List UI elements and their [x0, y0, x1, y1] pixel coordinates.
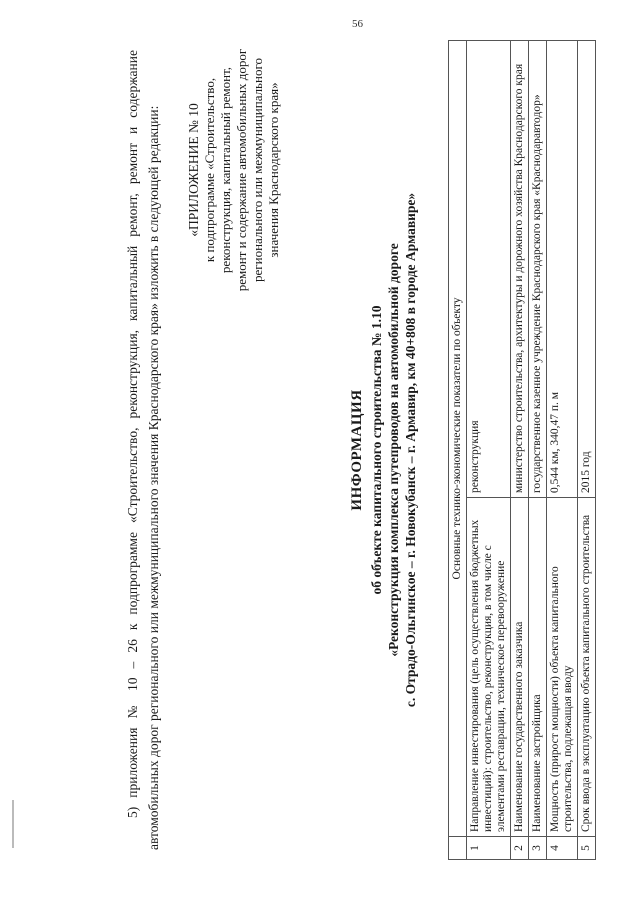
row-number: 3 — [529, 837, 547, 860]
row-parameter: Наименование застройщика — [529, 498, 547, 837]
row-parameter: Направление инвестирования (цель осуществления бюджетных инвестиций): строительство, реконструкция, в том числе с элементами реставрации, техническое перевооружение — [467, 498, 511, 837]
row-value: 2015 год — [578, 41, 596, 498]
row-number: 5 — [578, 837, 596, 860]
rotated-landscape-content — [100, 20, 640, 880]
appendix-line: регионального или межмуниципального — [250, 58, 265, 282]
heading-main: ИНФОРМАЦИЯ — [349, 389, 365, 511]
row-value: 0,544 км, 340,47 п. м — [547, 41, 578, 498]
object-info-table — [448, 40, 596, 860]
table-cell-empty — [449, 837, 467, 860]
table-row — [547, 41, 578, 860]
scan-edge-mark — [12, 800, 14, 848]
heading-line: с. Отрадо-Ольгинское – г. Новокубанск – г. Армавир, км 40+808 в городе Армавире» — [403, 192, 418, 708]
table-row — [511, 41, 529, 860]
appendix-line: реконструкция, капитальный ремонт, — [218, 66, 233, 274]
appendix-line: к подпрограмме «Строительство, — [202, 77, 217, 263]
row-value: министерство строительства, архитектуры и дорожного хозяйства Краснодарского края — [511, 41, 529, 498]
table-row — [578, 41, 596, 860]
table-row — [467, 41, 511, 860]
row-value: реконструкция — [467, 41, 511, 498]
page-number: 56 — [352, 18, 363, 30]
table-row — [529, 41, 547, 860]
row-number: 1 — [467, 837, 511, 860]
row-parameter: Наименование государственного заказчика — [511, 498, 529, 837]
appendix-line: ремонт и содержание автомобильных дорог — [234, 48, 249, 292]
intro-paragraph: 5) приложения № 10 – 26 к подпрограмме «Строительство, реконструкция, капитальный ремонт, ремонт и содержание автомобильных дорог регионального или межмуниципального значения Краснодарского края» изложить в следующей редакции: — [124, 50, 161, 850]
appendix-line: значения Краснодарского края» — [266, 82, 281, 258]
document-heading — [346, 40, 419, 860]
heading-line: «Реконструкция комплекса путепроводов на автомобильной дороге — [386, 243, 401, 657]
row-number: 2 — [511, 837, 529, 860]
table-caption: Основные технико-экономические показатели по объекту — [449, 41, 467, 837]
row-number: 4 — [547, 837, 578, 860]
row-parameter: Мощность (прирост мощности) объекта капитального строительства, подлежащая вводу — [547, 498, 578, 837]
row-value: государственное казенное учреждение Краснодарского края «Краснодаравтодор» — [529, 41, 547, 498]
heading-line: об объекте капитального строительства № 1.10 — [369, 305, 384, 595]
appendix-title: «ПРИЛОЖЕНИЕ № 10 — [186, 103, 201, 237]
row-parameter: Срок ввода в эксплуатацию объекта капитального строительства — [578, 498, 596, 837]
table-caption-row — [449, 41, 467, 860]
appendix-block — [186, 20, 282, 320]
